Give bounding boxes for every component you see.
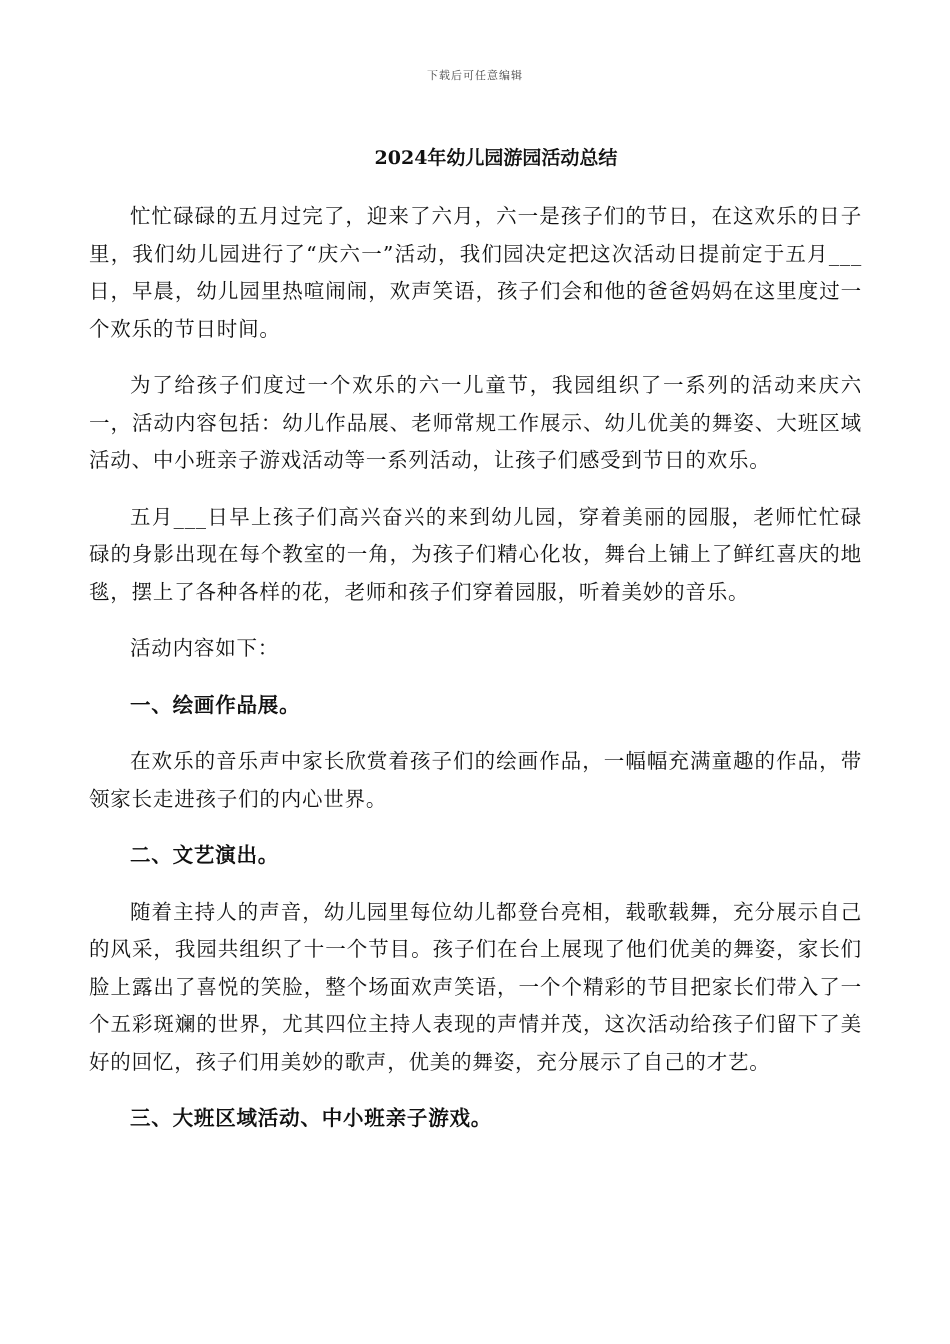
intro-paragraph: 忙忙碌碌的五月过完了，迎来了六月，六一是孩子们的节日，在这欢乐的日子里，我们幼儿园进行了“庆六一”活动，我们园决定把这次活动日提前定于五月___日，早晨，幼儿园里热喧闹闹，欢声笑语，孩子们会和他的爸爸妈妈在这里度过一个欢乐的节日时间。 [89, 204, 862, 341]
document-body [89, 198, 862, 1138]
morning-scene-paragraph: 五月___日早上孩子们高兴奋兴的来到幼儿园，穿着美丽的园服，老师忙忙碌碌的身影出现在每个教室的一角，为孩子们精心化妆，舞台上铺上了鲜红喜庆的地毯，摆上了各种各样的花，老师和孩子们穿着园服，听着美妙的音乐。 [89, 504, 862, 604]
header-note: 下载后可任意编辑 [427, 69, 523, 82]
section-heading-performance: 二、文艺演出。 [130, 843, 280, 867]
activity-list-intro: 活动内容如下： [130, 636, 280, 660]
section-heading-drawing-exhibition: 一、绘画作品展。 [130, 692, 301, 717]
document-title: 2024年幼儿园游园活动总结 [374, 147, 618, 169]
activities-overview-paragraph: 为了给孩子们度过一个欢乐的六一儿童节，我园组织了一系列的活动来庆六一，活动内容包括：幼儿作品展、老师常规工作展示、幼儿优美的舞姿、大班区域活动、中小班亲子游戏活动等一系列活动，让孩子们感受到节日的欢乐。 [89, 373, 862, 472]
section-text-drawing-exhibition: 在欢乐的音乐声中家长欣赏着孩子们的绘画作品，一幅幅充满童趣的作品，带领家长走进孩子们的内心世界。 [89, 749, 862, 811]
section-text-performance: 随着主持人的声音，幼儿园里每位幼儿都登台亮相，载歌载舞，充分展示自己的风采，我园共组织了十一个节目。孩子们在台上展现了他们优美的舞姿，家长们脸上露出了喜悦的笑脸，整个场面欢声笑语，一个个精彩的节目把家长们带入了一个五彩斑斓的世界，尤其四位主持人表现的声情并茂，这次活动给孩子们留下了美好的回忆，孩子们用美妙的歌声，优美的舞姿，充分展示了自己的才艺。 [89, 899, 862, 1074]
section-heading-area-activities: 三、大班区域活动、中小班亲子游戏。 [130, 1106, 493, 1130]
